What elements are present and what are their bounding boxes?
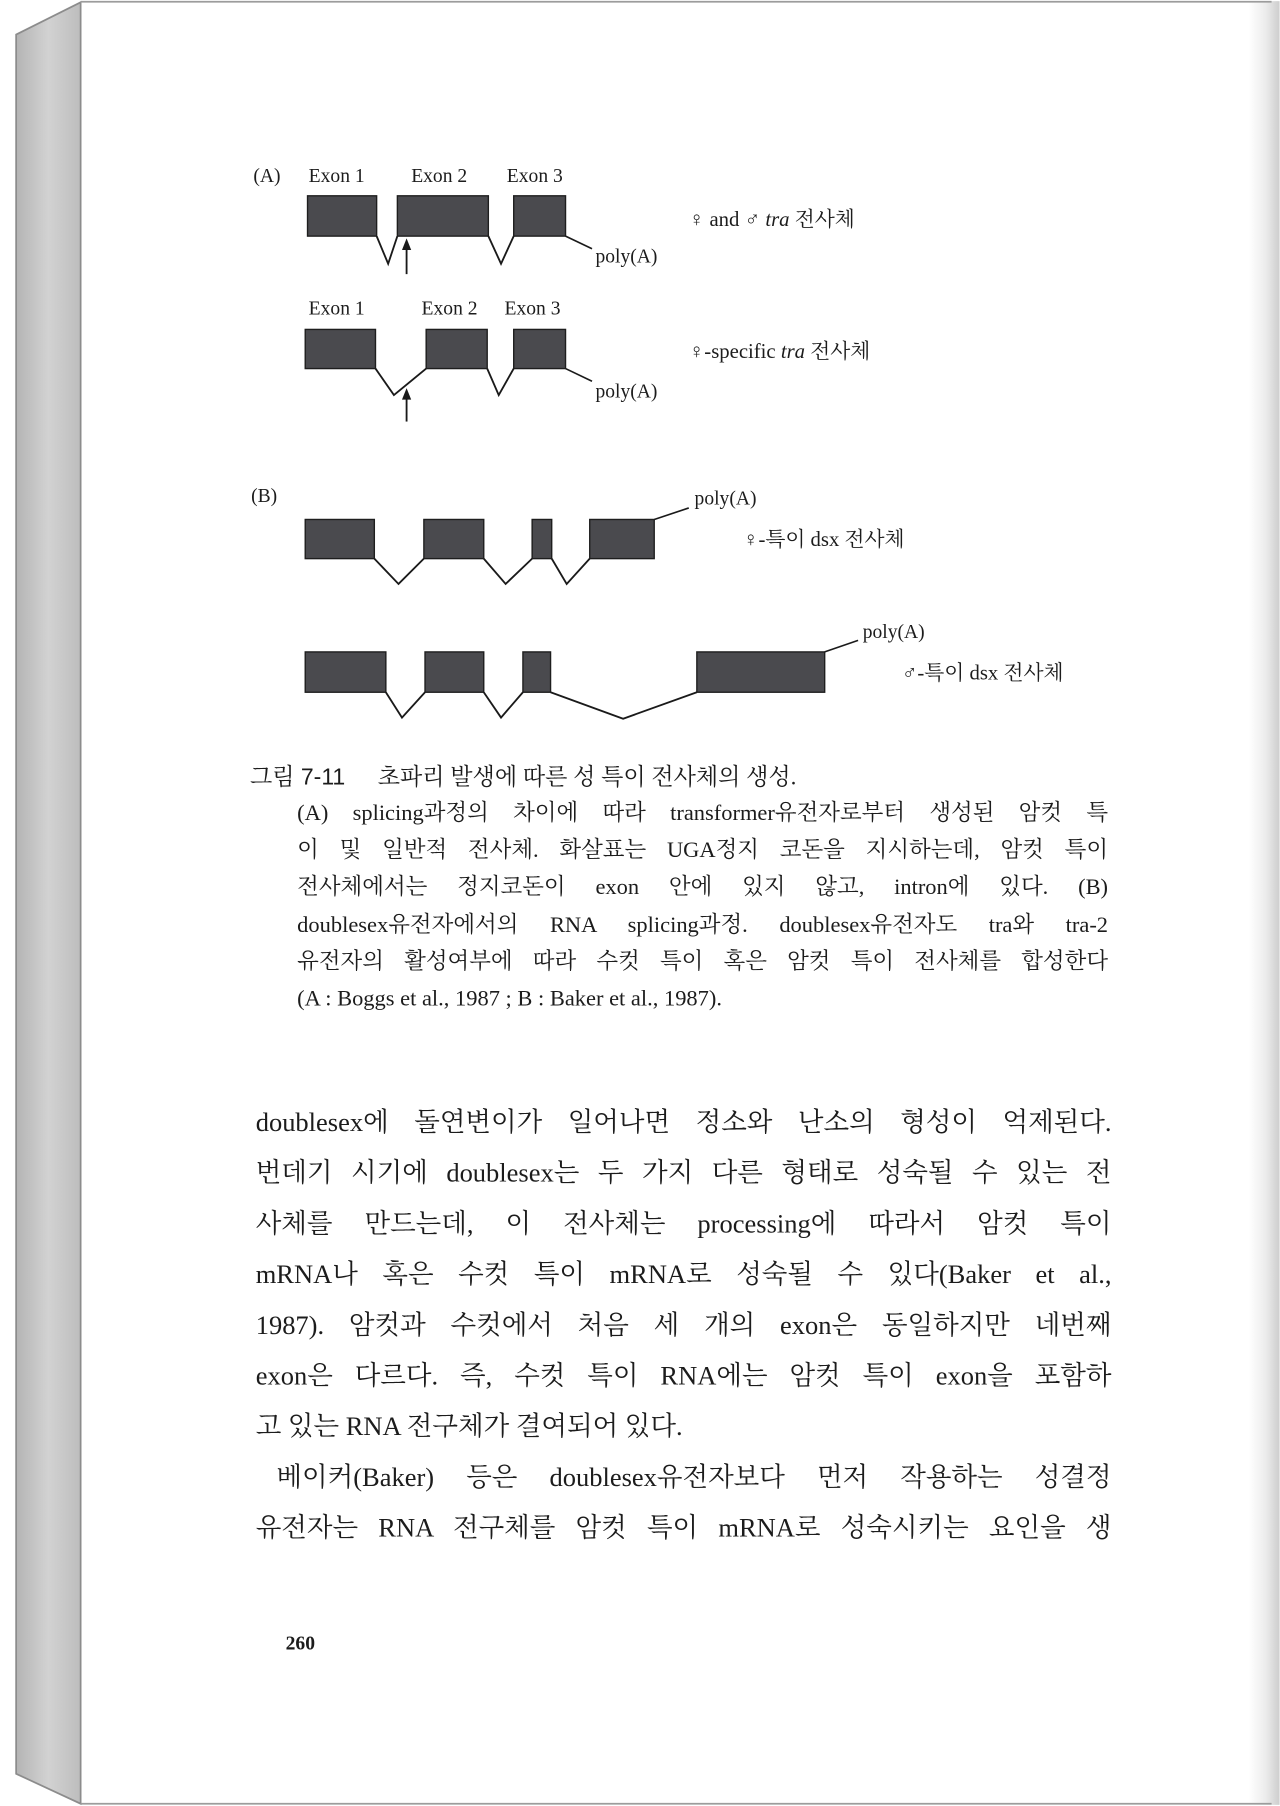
stop-codon-arrow — [402, 388, 411, 421]
figure-caption-title — [250, 759, 1108, 796]
body-text — [256, 1098, 1112, 1554]
intron-splice-line — [487, 369, 513, 395]
caption-line: (A : Boggs et al., 1987 ; B : Baker et al., 1987). — [297, 987, 722, 1012]
figure-number: 그림 7-11 — [249, 764, 346, 791]
tra-female-specific-transcript — [305, 298, 870, 421]
exon-box — [590, 519, 655, 558]
panel-b-label: (B) — [251, 486, 278, 508]
exon-box — [532, 519, 552, 558]
body-line: exon은 다르다. 즉, 수컷 특이 RNA에는 암컷 특이 exon을 포함하 — [255, 1361, 1112, 1391]
exon-box — [514, 329, 566, 368]
body-line: 고 있는 RNA 전구체가 결여되어 있다. — [255, 1412, 683, 1441]
poly-a-tail-line — [566, 369, 592, 382]
poly-a-label: poly(A) — [595, 381, 658, 403]
caption-line: 이 및 일반적 전사체. 화살표는 UGA정지 코돈을 지시하는데, 암컷 특이 — [297, 838, 1109, 863]
intron-splice-line — [551, 692, 697, 718]
paragraph — [256, 1452, 1112, 1553]
body-line: mRNA나 혹은 수컷 특이 mRNA로 성숙될 수 있다(Baker et al., — [255, 1260, 1112, 1289]
poly-a-label: poly(A) — [694, 488, 757, 510]
exon-box — [305, 329, 375, 368]
exon-box — [425, 652, 484, 692]
transcript-name — [689, 208, 855, 231]
tra-common-transcript — [308, 166, 855, 274]
exon-box — [305, 652, 386, 692]
exon-box — [397, 196, 488, 236]
poly-a-tail-line — [566, 236, 592, 249]
gene-name: tra — [780, 341, 806, 364]
transcript-sex-prefix: ♀-specific — [688, 341, 776, 364]
caption-line: 유전자의 활성여부에 따라 수컷 특이 혹은 암컷 특이 전사체를 합성한다 — [297, 950, 1109, 975]
body-line: 베이커(Baker) 등은 doublesex유전자보다 먼저 작용하는 성결정 — [276, 1462, 1112, 1492]
poly-a-tail-line — [654, 508, 689, 520]
transcript-name — [689, 340, 870, 363]
transcript-name: ♀-특이 dsx 전사체 — [742, 528, 905, 551]
dsx-male-transcript — [305, 622, 1063, 719]
intron-splice-line — [484, 692, 523, 717]
poly-a-tail-line — [825, 640, 858, 652]
intron-splice-line — [488, 236, 513, 264]
caption-line: (A) splicing과정의 차이에 따라 transformer유전자로부터 생성된 암컷 특 — [297, 801, 1109, 826]
exon-box — [697, 652, 825, 692]
exon-label: Exon 2 — [421, 298, 478, 320]
poly-a-label: poly(A) — [862, 622, 925, 644]
intron-splice-line — [375, 369, 426, 395]
intron-splice-line — [377, 236, 398, 264]
exon-box — [523, 652, 551, 692]
dsx-female-transcript — [305, 488, 904, 583]
body-line: 번데기 시기에 doublesex는 두 가지 다른 형태로 성숙될 수 있는 전 — [255, 1158, 1112, 1188]
transcript-suffix: 전사체 — [794, 208, 855, 231]
figure-title: 초파리 발생에 따른 성 특이 전사체의 생성. — [377, 764, 797, 791]
exon-label: Exon 2 — [411, 165, 468, 187]
body-line: 사체를 만드는데, 이 전사체는 processing에 따라서 암컷 특이 — [255, 1209, 1112, 1239]
caption-line: doublesex유전자에서의 RNA splicing과정. doublesex유전자도 tra와 tra-2 — [297, 912, 1109, 938]
exon-box — [308, 196, 377, 236]
intron-splice-line — [374, 559, 424, 584]
exon-box — [305, 519, 374, 558]
exon-label: Exon 1 — [308, 165, 365, 187]
body-line: doublesex에 돌연변이가 일어나면 정소와 난소의 형성이 억제된다. — [255, 1108, 1112, 1137]
exon-box — [426, 329, 487, 368]
body-line: 1987). 암컷과 수컷에서 처음 세 개의 exon은 동일하지만 네번째 — [255, 1310, 1112, 1340]
paragraph — [256, 1098, 1112, 1453]
caption-line: 전사체에서는 정지코돈이 exon 안에 있지 않고, intron에 있다. (B) — [297, 875, 1109, 901]
exon-box — [514, 196, 566, 236]
poly-a-label: poly(A) — [595, 246, 658, 268]
panel-a-label: (A) — [253, 165, 281, 187]
intron-splice-line — [484, 559, 532, 584]
transcript-suffix: 전사체 — [810, 341, 871, 364]
page-number: 260 — [285, 1632, 316, 1654]
figure-caption-body — [297, 796, 1108, 1019]
transcript-sex-prefix: ♀ and ♂ — [688, 208, 761, 231]
intron-splice-line — [386, 692, 425, 717]
stop-codon-arrow — [402, 238, 411, 274]
exon-label: Exon 3 — [506, 165, 563, 187]
body-line: 유전자는 RNA 전구체를 암컷 특이 mRNA로 성숙시키는 요인을 생 — [255, 1513, 1112, 1543]
exon-label: Exon 1 — [308, 298, 365, 320]
exon-label: Exon 3 — [504, 298, 561, 320]
transcript-name: ♂-특이 dsx 전사체 — [901, 662, 1064, 685]
intron-splice-line — [552, 559, 590, 584]
gene-name: tra — [765, 208, 790, 231]
exon-box — [424, 519, 484, 558]
